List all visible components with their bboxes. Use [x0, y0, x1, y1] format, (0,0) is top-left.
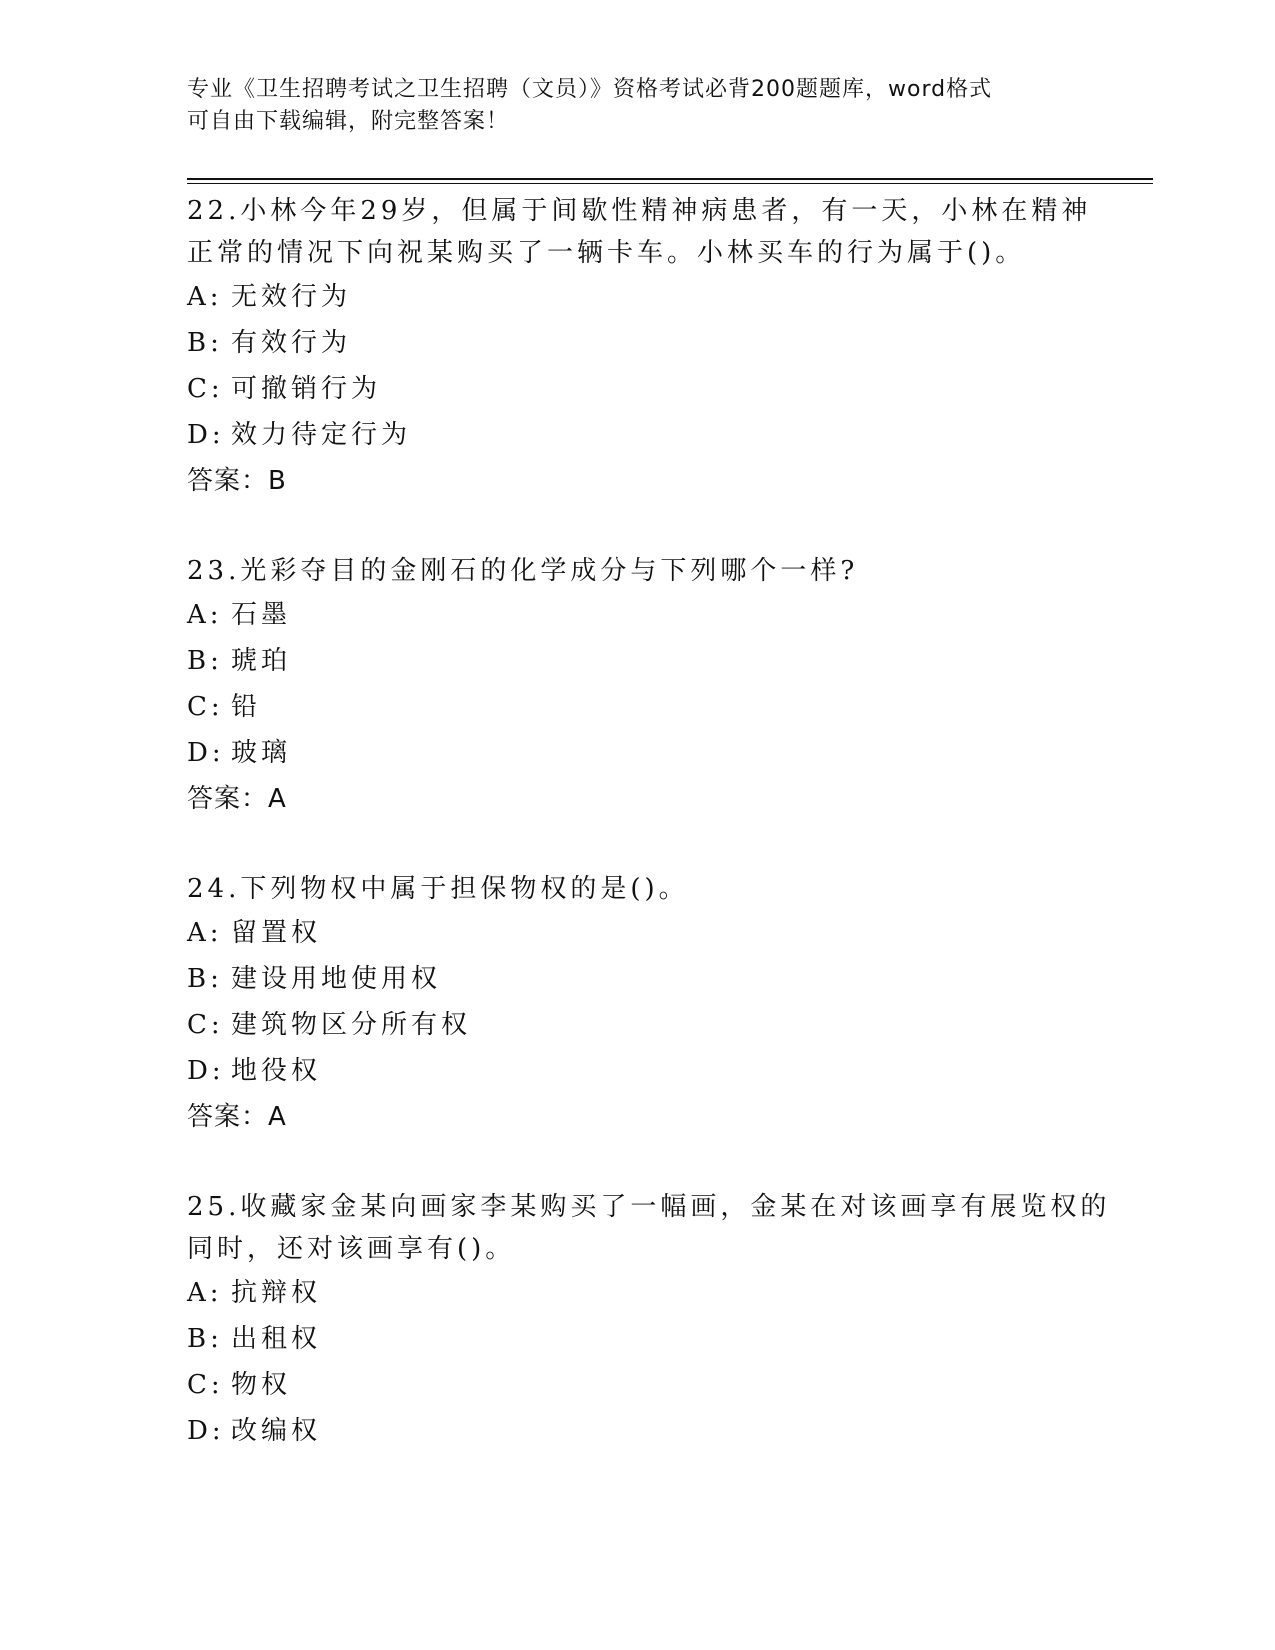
option-b [187, 1316, 1087, 1362]
option-key: D: [187, 1416, 225, 1446]
option-key: B: [187, 1324, 223, 1354]
option-key: C: [187, 1370, 224, 1400]
question-spacer [187, 504, 1087, 550]
option-text: 地役权 [231, 1056, 322, 1086]
option-key: A: [187, 1278, 223, 1308]
option-d [187, 1408, 1087, 1454]
question-24 [187, 868, 1087, 1140]
option-a [187, 910, 1087, 956]
option-key: A: [187, 600, 223, 630]
option-text: 抗辩权 [231, 1278, 322, 1308]
option-text: 留置权 [231, 918, 322, 948]
option-text: 物权 [231, 1370, 292, 1400]
option-a [187, 592, 1087, 638]
option-text: 琥珀 [231, 646, 292, 676]
answer-label: 答案：A [187, 1102, 287, 1132]
option-c [187, 1002, 1087, 1048]
header-divider-thick [187, 178, 1153, 180]
option-c [187, 1362, 1087, 1408]
question-stem: 24.下列物权中属于担保物权的是()。 [187, 874, 689, 904]
option-d [187, 730, 1087, 776]
question-spacer [187, 1140, 1087, 1186]
option-d [187, 1048, 1087, 1094]
option-key: C: [187, 692, 224, 722]
option-text: 可撤销行为 [231, 374, 382, 404]
header-line-1: 专业《卫生招聘考试之卫生招聘（文员）》资格考试必背200题题库，word格式 [187, 77, 993, 102]
question-23 [187, 550, 1087, 822]
question-22 [187, 190, 1092, 504]
option-text: 石墨 [231, 600, 292, 630]
option-text: 无效行为 [231, 282, 352, 312]
option-key: B: [187, 964, 223, 994]
option-text: 改编权 [231, 1416, 322, 1446]
answer-label: 答案：B [187, 466, 287, 496]
header-divider-thin [187, 183, 1153, 184]
option-key: A: [187, 282, 223, 312]
option-b [187, 956, 1087, 1002]
option-key: C: [187, 374, 224, 404]
question-spacer [187, 822, 1087, 868]
option-c [187, 366, 1087, 412]
option-a [187, 1270, 1087, 1316]
option-key: B: [187, 328, 223, 358]
option-text: 效力待定行为 [231, 420, 412, 450]
option-text: 建筑物区分所有权 [231, 1010, 472, 1040]
option-text: 有效行为 [231, 328, 352, 358]
option-text: 建设用地使用权 [231, 964, 442, 994]
header-line-2: 可自由下载编辑，附完整答案！ [187, 109, 510, 134]
option-text: 铅 [231, 692, 262, 722]
option-key: D: [187, 1056, 225, 1086]
question-stem: 25.收藏家金某向画家李某购买了一幅画，金某在对该画享有展览权的 [187, 1192, 1111, 1222]
option-key: A: [187, 918, 223, 948]
question-list [187, 190, 1111, 1454]
option-text: 玻璃 [231, 738, 292, 768]
option-key: C: [187, 1010, 224, 1040]
option-b [187, 638, 1087, 684]
option-key: D: [187, 738, 225, 768]
option-c [187, 684, 1087, 730]
answer-label: 答案：A [187, 784, 287, 814]
question-stem-continued: 同时，还对该画享有()。 [187, 1234, 516, 1264]
document-header [187, 74, 1067, 138]
option-b [187, 320, 1087, 366]
question-stem: 22.小林今年29岁，但属于间歇性精神病患者，有一天，小林在精神 [187, 196, 1092, 226]
question-stem: 23.光彩夺目的金刚石的化学成分与下列哪个一样? [187, 556, 859, 586]
option-text: 出租权 [231, 1324, 322, 1354]
option-a [187, 274, 1087, 320]
question-stem-continued: 正常的情况下向祝某购买了一辆卡车。小林买车的行为属于()。 [187, 238, 1026, 268]
option-key: B: [187, 646, 223, 676]
option-d [187, 412, 1087, 458]
option-key: D: [187, 420, 225, 450]
question-25 [187, 1186, 1111, 1454]
